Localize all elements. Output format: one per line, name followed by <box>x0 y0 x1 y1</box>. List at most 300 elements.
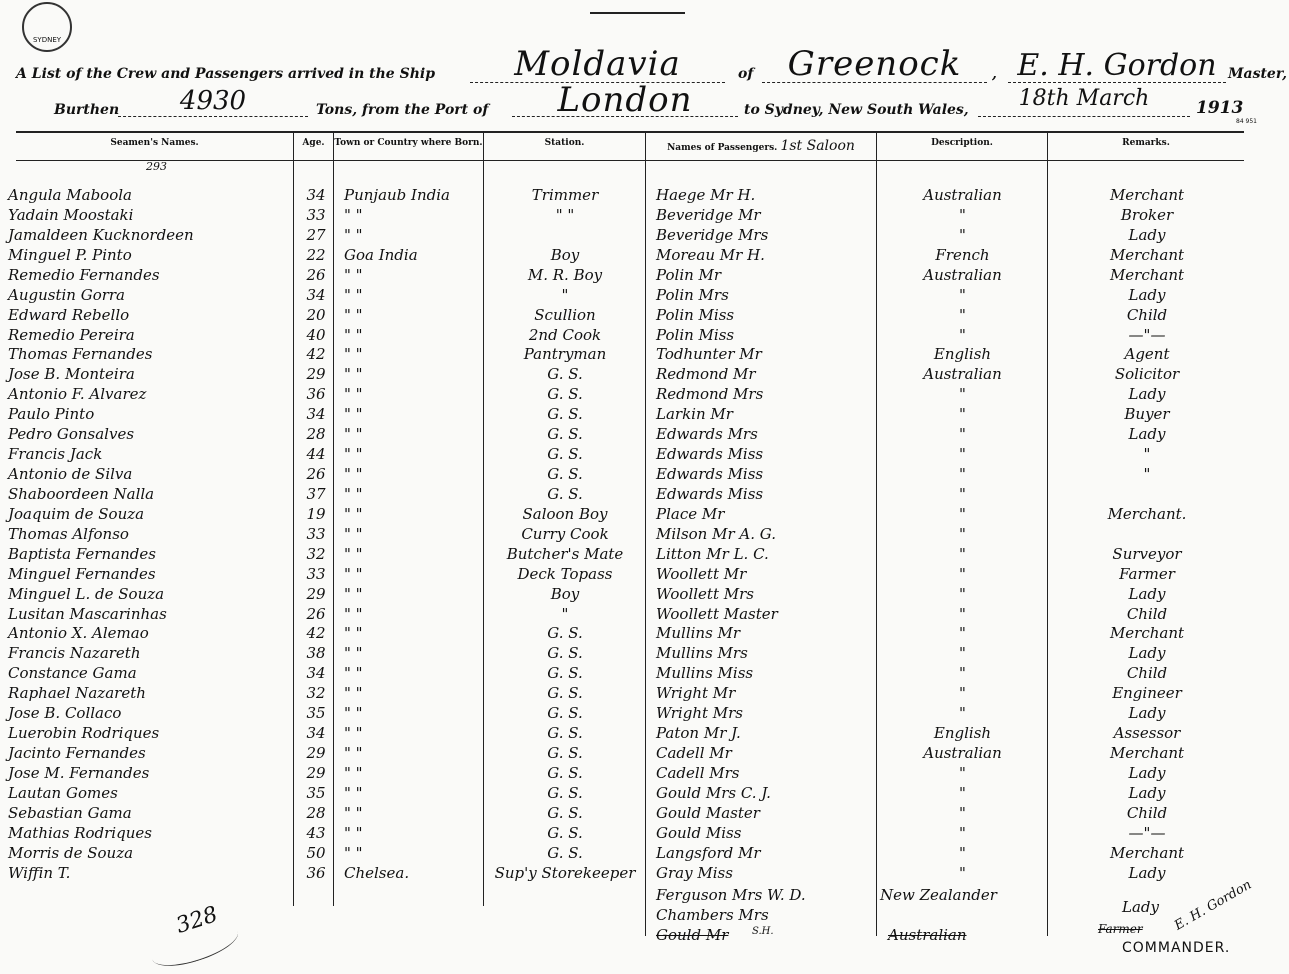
station-cell: G. S. <box>547 824 583 842</box>
description-cell: French <box>935 246 990 264</box>
remarks-cell: Lady <box>1128 425 1166 443</box>
age-cell: 29 <box>306 585 326 603</box>
seaman-name: Wiffin T. <box>8 864 71 882</box>
description-cell: " <box>959 585 966 603</box>
station-cell: G. S. <box>547 445 583 463</box>
remarks-cell: Lady <box>1128 286 1166 304</box>
birthplace-cell: " " <box>344 226 363 244</box>
table-row <box>0 545 1289 565</box>
station-cell: Trimmer <box>531 186 599 204</box>
passenger-name: Redmond Mrs <box>656 385 764 403</box>
to-label: to Sydney, New South Wales, <box>744 102 969 118</box>
ship-name: Moldavia <box>470 44 725 83</box>
description-cell: " <box>959 864 966 882</box>
birthplace-cell: " " <box>344 585 363 603</box>
passenger-name: Gould Miss <box>656 824 742 842</box>
age-cell: 34 <box>306 664 326 682</box>
table-row <box>0 864 1289 884</box>
age-cell: 29 <box>306 764 326 782</box>
extra-passenger-2: Chambers Mrs <box>656 906 769 924</box>
description-cell: " <box>959 286 966 304</box>
passenger-name: Edwards Miss <box>656 465 764 483</box>
description-cell: " <box>959 624 966 642</box>
station-cell: G. S. <box>547 624 583 642</box>
remarks-cell: Surveyor <box>1112 545 1182 563</box>
seaman-name: Augustin Gorra <box>8 286 126 304</box>
seaman-name: Luerobin Rodriques <box>8 724 160 742</box>
table-row <box>0 385 1289 405</box>
birthplace-cell: " " <box>344 525 363 543</box>
form-number: 84 951 <box>1236 118 1257 125</box>
remarks-cell: " <box>1143 465 1151 483</box>
remarks-cell: Merchant. <box>1107 505 1187 523</box>
passenger-name: Gould Mrs C. J. <box>656 784 771 802</box>
remarks-cell: Engineer <box>1112 684 1182 702</box>
table-row <box>0 345 1289 365</box>
seaman-name: Shaboordeen Nalla <box>8 485 155 503</box>
birthplace-cell: " " <box>344 425 363 443</box>
col-seamen-names: Seamen's Names. <box>110 138 199 148</box>
remarks-cell: Merchant <box>1109 624 1185 642</box>
remarks-cell: Agent <box>1124 345 1170 363</box>
seaman-name: Thomas Alfonso <box>8 525 129 543</box>
description-cell: English <box>933 345 992 363</box>
col-passengers-label: Names of Passengers. <box>667 143 778 153</box>
passenger-name: Polin Mrs <box>656 286 729 304</box>
remarks-cell: Merchant <box>1109 844 1185 862</box>
description-cell: " <box>959 704 966 722</box>
station-cell: G. S. <box>547 485 583 503</box>
table-row <box>0 565 1289 585</box>
crew-count-note: 293 <box>146 160 167 173</box>
birthplace-cell: " " <box>344 784 363 802</box>
col-description: Description. <box>931 138 993 148</box>
table-row <box>0 186 1289 206</box>
station-cell: Butcher's Mate <box>506 545 624 563</box>
remarks-cell: Child <box>1126 306 1168 324</box>
age-cell: 22 <box>306 246 326 264</box>
passenger-name: Edwards Miss <box>656 485 764 503</box>
age-cell: 33 <box>306 206 326 224</box>
birthplace-cell: " " <box>344 844 363 862</box>
description-cell: " <box>959 804 966 822</box>
remarks-cell: Buyer <box>1124 405 1170 423</box>
table-row <box>0 505 1289 525</box>
description-cell: " <box>959 485 966 503</box>
station-cell: Pantryman <box>523 345 607 363</box>
seaman-name: Angula Maboola <box>8 186 132 204</box>
table-row <box>0 206 1289 226</box>
seaman-name: Jose M. Fernandes <box>8 764 150 782</box>
seaman-name: Minguel Fernandes <box>8 565 156 583</box>
burthen-value: 4930 <box>118 86 308 117</box>
birthplace-cell: " " <box>344 306 363 324</box>
master-name: E. H. Gordon <box>1008 48 1226 83</box>
station-cell: Boy <box>550 246 580 264</box>
age-cell: 44 <box>306 445 326 463</box>
initials: S.H. <box>752 926 774 937</box>
passenger-name: Woollett Mrs <box>656 585 754 603</box>
table-row <box>0 525 1289 545</box>
arrival-year: 1913 <box>1196 98 1244 118</box>
passenger-name: Mullins Mr <box>656 624 741 642</box>
passenger-name: Edwards Mrs <box>656 425 758 443</box>
table-row <box>0 744 1289 764</box>
birthplace-cell: Goa India <box>344 246 418 264</box>
birthplace-cell: " " <box>344 405 363 423</box>
birthplace-cell: Chelsea. <box>344 864 410 882</box>
seaman-name: Jacinto Fernandes <box>8 744 146 762</box>
description-cell: Australian <box>923 744 1002 762</box>
table-row <box>0 585 1289 605</box>
remarks-cell: Child <box>1126 664 1168 682</box>
station-cell: G. S. <box>547 385 583 403</box>
birthplace-cell: " " <box>344 385 363 403</box>
table-row <box>0 644 1289 664</box>
description-cell: Australian <box>923 365 1002 383</box>
station-cell: " <box>561 605 569 623</box>
extra-desc-3: Australian <box>888 926 967 944</box>
arrival-date: 18th March <box>978 86 1190 117</box>
age-cell: 38 <box>306 644 326 662</box>
passenger-name: Langsford Mr <box>656 844 761 862</box>
passenger-name: Polin Miss <box>656 306 735 324</box>
station-cell: G. S. <box>547 844 583 862</box>
birthplace-cell: " " <box>344 545 363 563</box>
seaman-name: Baptista Fernandes <box>8 545 156 563</box>
passenger-name: Mullins Mrs <box>656 644 748 662</box>
table-row <box>0 605 1289 625</box>
description-cell: " <box>959 664 966 682</box>
description-cell: " <box>959 385 966 403</box>
description-cell: " <box>959 684 966 702</box>
birthplace-cell: " " <box>344 684 363 702</box>
seaman-name: Thomas Fernandes <box>8 345 153 363</box>
passenger-name: Cadell Mr <box>656 744 732 762</box>
age-cell: 36 <box>306 864 326 882</box>
official-stamp <box>22 2 72 52</box>
station-cell: G. S. <box>547 684 583 702</box>
seaman-name: Raphael Nazareth <box>8 684 146 702</box>
birthplace-cell: " " <box>344 644 363 662</box>
birthplace-cell: " " <box>344 365 363 383</box>
birthplace-cell: Punjaub India <box>344 186 450 204</box>
age-cell: 50 <box>306 844 326 862</box>
table-row <box>0 824 1289 844</box>
description-cell: " <box>959 565 966 583</box>
table-row <box>0 465 1289 485</box>
birthplace-cell: " " <box>344 704 363 722</box>
age-cell: 26 <box>306 605 326 623</box>
table-row <box>0 784 1289 804</box>
age-cell: 33 <box>306 525 326 543</box>
remarks-cell: Farmer <box>1119 565 1175 583</box>
passenger-name: Place Mr <box>656 505 725 523</box>
age-cell: 32 <box>306 684 326 702</box>
remarks-cell: Merchant <box>1109 266 1185 284</box>
seaman-name: Jose B. Collaco <box>8 704 122 722</box>
station-cell: G. S. <box>547 664 583 682</box>
seaman-name: Yadain Moostaki <box>8 206 134 224</box>
col-age: Age. <box>302 138 325 148</box>
extra-passenger-3: Gould Mr <box>656 926 729 944</box>
birthplace-cell: " " <box>344 485 363 503</box>
age-cell: 28 <box>306 804 326 822</box>
remarks-cell: Merchant <box>1109 186 1185 204</box>
age-cell: 34 <box>306 405 326 423</box>
remarks-cell: Lady <box>1128 644 1166 662</box>
station-cell: M. R. Boy <box>527 266 603 284</box>
passenger-name: Todhunter Mr <box>656 345 762 363</box>
table-row <box>0 804 1289 824</box>
table-row <box>0 246 1289 266</box>
station-cell: G. S. <box>547 365 583 383</box>
age-cell: 29 <box>306 365 326 383</box>
age-cell: 29 <box>306 744 326 762</box>
table-row <box>0 326 1289 346</box>
seaman-name: Edward Rebello <box>8 306 130 324</box>
station-cell: Deck Topass <box>517 565 613 583</box>
passenger-name: Gould Master <box>656 804 760 822</box>
seaman-name: Mathias Rodriques <box>8 824 152 842</box>
seaman-name: Lautan Gomes <box>8 784 118 802</box>
port-of-registry: Greenock <box>762 44 987 83</box>
remarks-cell: Lady <box>1128 764 1166 782</box>
age-cell: 42 <box>306 624 326 642</box>
description-cell: " <box>959 206 966 224</box>
stamp-text: SYDNEY <box>32 36 62 44</box>
passenger-name: Wright Mr <box>656 684 736 702</box>
seaman-name: Morris de Souza <box>8 844 134 862</box>
birthplace-cell: " " <box>344 505 363 523</box>
table-row <box>0 445 1289 465</box>
station-cell: G. S. <box>547 704 583 722</box>
table-row <box>0 485 1289 505</box>
col-passengers-note: 1st Saloon <box>780 138 855 154</box>
station-cell: G. S. <box>547 804 583 822</box>
remarks-cell: Lady <box>1128 226 1166 244</box>
table-row <box>0 286 1289 306</box>
age-cell: 26 <box>306 465 326 483</box>
table-row <box>0 365 1289 385</box>
station-cell: G. S. <box>547 764 583 782</box>
age-cell: 34 <box>306 186 326 204</box>
birthplace-cell: " " <box>344 445 363 463</box>
age-cell: 27 <box>306 226 326 244</box>
seaman-name: Antonio X. Alemao <box>8 624 149 642</box>
age-cell: 33 <box>306 565 326 583</box>
seaman-name: Remedio Fernandes <box>8 266 160 284</box>
col-remarks: Remarks. <box>1122 138 1170 148</box>
passenger-name: Wright Mrs <box>656 704 743 722</box>
station-cell: Boy <box>550 585 580 603</box>
age-cell: 36 <box>306 385 326 403</box>
commander-label: COMMANDER. <box>1122 940 1231 956</box>
passenger-name: Woollett Master <box>656 605 778 623</box>
birthplace-cell: " " <box>344 664 363 682</box>
description-cell: " <box>959 824 966 842</box>
extra-remarks-2: Lady <box>1122 898 1159 916</box>
description-cell: Australian <box>923 266 1002 284</box>
description-cell: " <box>959 644 966 662</box>
description-cell: " <box>959 226 966 244</box>
passenger-name: Polin Mr <box>656 266 722 284</box>
description-cell: " <box>959 405 966 423</box>
table-head-rule <box>16 160 1244 161</box>
description-cell: " <box>959 764 966 782</box>
description-cell: " <box>959 425 966 443</box>
age-cell: 35 <box>306 784 326 802</box>
birthplace-cell: " " <box>344 605 363 623</box>
passenger-name: Gray Miss <box>656 864 733 882</box>
station-cell: G. S. <box>547 425 583 443</box>
seaman-name: Pedro Gonsalves <box>8 425 135 443</box>
col-passengers <box>646 138 876 154</box>
description-cell: " <box>959 505 966 523</box>
remarks-cell: Merchant <box>1109 246 1185 264</box>
birthplace-cell: " " <box>344 326 363 344</box>
table-top-rule <box>16 131 1244 133</box>
birthplace-cell: " " <box>344 465 363 483</box>
master-label: Master, <box>1228 66 1288 82</box>
passenger-name: Mullins Miss <box>656 664 754 682</box>
table-row <box>0 266 1289 286</box>
table-row <box>0 405 1289 425</box>
seaman-name: Francis Nazareth <box>8 644 141 662</box>
description-cell: Australian <box>923 186 1002 204</box>
age-cell: 37 <box>306 485 326 503</box>
birthplace-cell: " " <box>344 286 363 304</box>
of-label: of <box>738 66 754 82</box>
remarks-cell: —"— <box>1128 326 1166 344</box>
station-cell: Sup'y Storekeeper <box>494 864 636 882</box>
table-row <box>0 664 1289 684</box>
burthen-label: Burthen <box>54 102 120 118</box>
birthplace-cell: " " <box>344 624 363 642</box>
description-cell: " <box>959 465 966 483</box>
page-number: 328 <box>173 902 221 939</box>
passenger-name: Redmond Mr <box>656 365 756 383</box>
remarks-cell: —"— <box>1128 824 1166 842</box>
age-cell: 19 <box>306 505 326 523</box>
station-cell: Scullion <box>534 306 596 324</box>
description-cell: " <box>959 525 966 543</box>
remarks-cell: Lady <box>1128 864 1166 882</box>
seaman-name: Jamaldeen Kucknordeen <box>8 226 194 244</box>
seaman-name: Antonio de Silva <box>8 465 133 483</box>
station-cell: G. S. <box>547 644 583 662</box>
description-cell: English <box>933 724 992 742</box>
age-cell: 34 <box>306 724 326 742</box>
station-cell: " <box>561 286 569 304</box>
seaman-name: Sebastian Gama <box>8 804 132 822</box>
station-cell: G. S. <box>547 744 583 762</box>
description-cell: " <box>959 326 966 344</box>
extra-desc-1: New Zealander <box>880 886 997 904</box>
table-row <box>0 425 1289 445</box>
age-cell: 35 <box>306 704 326 722</box>
age-cell: 42 <box>306 345 326 363</box>
station-cell: 2nd Cook <box>528 326 602 344</box>
passenger-name: Beveridge Mrs <box>656 226 769 244</box>
seaman-name: Paulo Pinto <box>8 405 95 423</box>
birthplace-cell: " " <box>344 744 363 762</box>
passenger-name: Moreau Mr H. <box>656 246 765 264</box>
birthplace-cell: " " <box>344 804 363 822</box>
seaman-name: Minguel P. Pinto <box>8 246 132 264</box>
age-cell: 34 <box>306 286 326 304</box>
passenger-name: Haege Mr H. <box>656 186 756 204</box>
seaman-name: Minguel L. de Souza <box>8 585 165 603</box>
age-cell: 40 <box>306 326 326 344</box>
seaman-name: Lusitan Mascarinhas <box>8 605 167 623</box>
top-mark <box>590 12 685 14</box>
table-row <box>0 844 1289 864</box>
birthplace-cell: " " <box>344 266 363 284</box>
extra-remarks-3: Farmer <box>1098 922 1143 936</box>
from-port: London <box>512 80 738 117</box>
seaman-name: Constance Gama <box>8 664 137 682</box>
passenger-name: Polin Miss <box>656 326 735 344</box>
remarks-cell: Lady <box>1128 385 1166 403</box>
birthplace-cell: " " <box>344 824 363 842</box>
description-cell: " <box>959 306 966 324</box>
remarks-cell: Child <box>1126 804 1168 822</box>
description-cell: " <box>959 445 966 463</box>
description-cell: " <box>959 545 966 563</box>
station-cell: " " <box>555 206 575 224</box>
description-cell: " <box>959 605 966 623</box>
birthplace-cell: " " <box>344 764 363 782</box>
birthplace-cell: " " <box>344 565 363 583</box>
table-row <box>0 624 1289 644</box>
remarks-cell: Lady <box>1128 784 1166 802</box>
passenger-name: Milson Mr A. G. <box>656 525 776 543</box>
passenger-name: Larkin Mr <box>656 405 733 423</box>
remarks-cell: Assessor <box>1113 724 1181 742</box>
header-prefix: A List of the Crew and Passengers arrived in the Ship <box>16 66 435 82</box>
remarks-cell: Lady <box>1128 585 1166 603</box>
remarks-cell: Merchant <box>1109 744 1185 762</box>
table-row <box>0 684 1289 704</box>
station-cell: G. S. <box>547 724 583 742</box>
remarks-cell: Lady <box>1128 704 1166 722</box>
age-cell: 43 <box>306 824 326 842</box>
description-cell: " <box>959 844 966 862</box>
birthplace-cell: " " <box>344 724 363 742</box>
age-cell: 28 <box>306 425 326 443</box>
seaman-name: Joaquim de Souza <box>8 505 145 523</box>
remarks-cell: Child <box>1126 605 1168 623</box>
station-cell: G. S. <box>547 784 583 802</box>
station-cell: Curry Cook <box>521 525 609 543</box>
commander-signature: E. H. Gordon <box>1172 877 1255 934</box>
seaman-name: Antonio F. Alvarez <box>8 385 147 403</box>
table-row <box>0 226 1289 246</box>
col-station: Station. <box>544 138 585 148</box>
seaman-name: Francis Jack <box>8 445 103 463</box>
birthplace-cell: " " <box>344 206 363 224</box>
age-cell: 32 <box>306 545 326 563</box>
table-row <box>0 704 1289 724</box>
passenger-name: Edwards Miss <box>656 445 764 463</box>
passenger-name: Cadell Mrs <box>656 764 740 782</box>
passenger-name: Woollett Mr <box>656 565 747 583</box>
station-cell: G. S. <box>547 465 583 483</box>
table-row <box>0 306 1289 326</box>
station-cell: Saloon Boy <box>522 505 608 523</box>
age-cell: 26 <box>306 266 326 284</box>
